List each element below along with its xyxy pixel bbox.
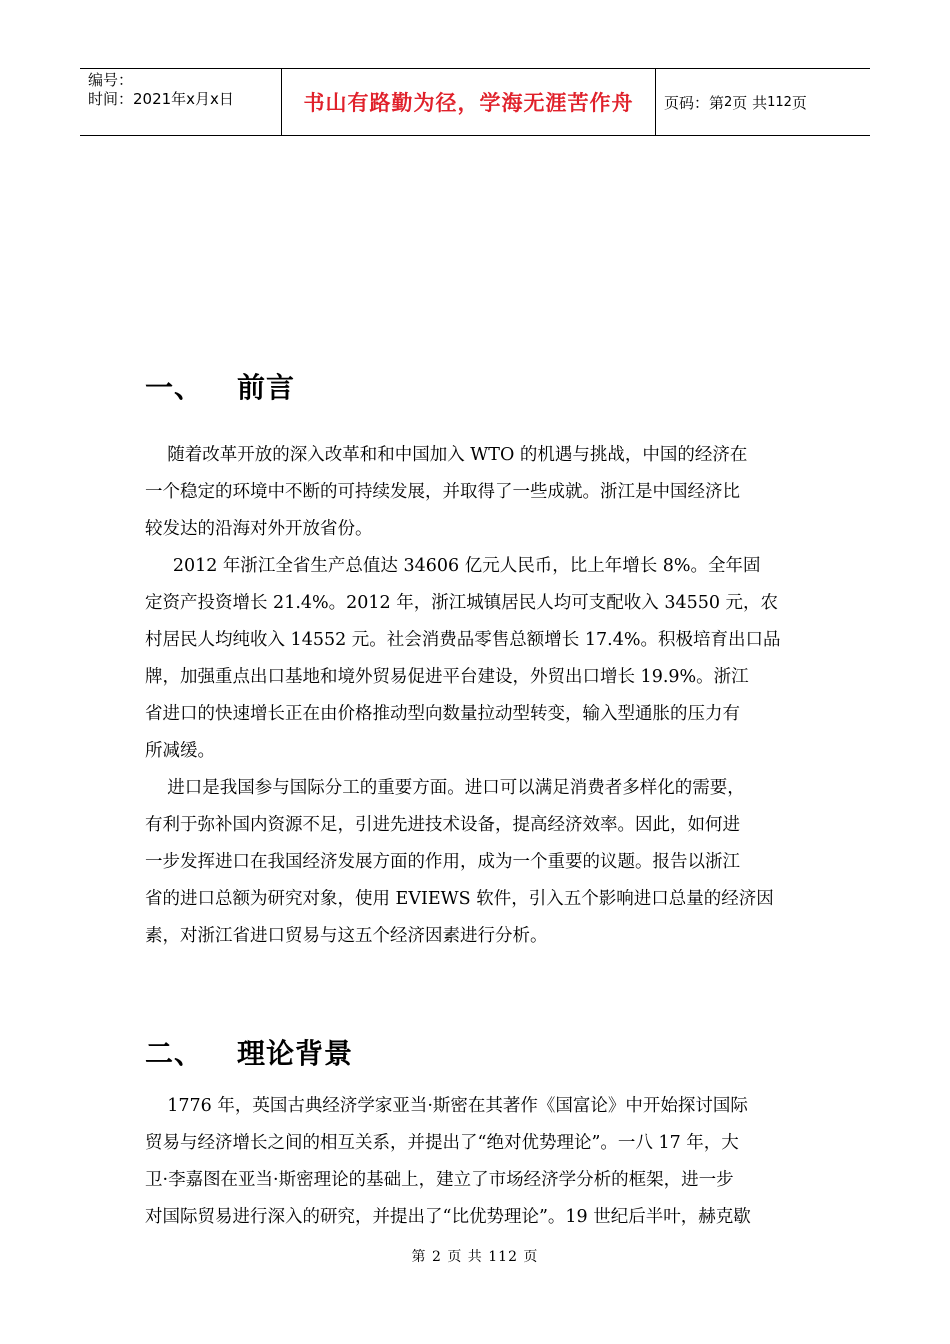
paragraph-line: 一个稳定的环境中不断的可持续发展，并取得了一些成就。浙江是中国经济比 xyxy=(145,482,740,502)
document-number-label: 编号： xyxy=(88,71,134,89)
page-label-suffix: 页 xyxy=(791,93,807,112)
header-page-info xyxy=(656,69,870,135)
paragraph-intro-2 xyxy=(145,548,810,770)
section-title: 前言 xyxy=(237,371,296,404)
page-total-number: 112 xyxy=(767,94,792,110)
section-title: 理论背景 xyxy=(237,1037,354,1070)
section-heading-theory xyxy=(145,1032,353,1072)
paragraph-line: 所减缓。 xyxy=(145,741,215,761)
paragraph-theory-1 xyxy=(145,1088,810,1236)
section-number: 二、 xyxy=(145,1037,204,1070)
paragraph-line: 1776 年，英国古典经济学家亚当·斯密在其著作《国富论》中开始探讨国际 xyxy=(145,1096,748,1116)
paragraph-line: 一步发挥进口在我国经济发展方面的作用，成为一个重要的议题。报告以浙江 xyxy=(145,852,740,872)
section-number: 一、 xyxy=(145,371,204,404)
paragraph-line: 省进口的快速增长正在由价格推动型向数量拉动型转变，输入型通胀的压力有 xyxy=(145,704,740,724)
paragraph-intro-1 xyxy=(145,437,810,548)
paragraph-line: 村居民人均纯收入 14552 元。社会消费品零售总额增长 17.4%。积极培育出口品 xyxy=(145,630,781,650)
header-meta xyxy=(80,69,282,135)
paragraph-line: 有利于弥补国内资源不足，引进先进技术设备，提高经济效率。因此，如何进 xyxy=(145,815,740,835)
paragraph-line: 牌，加强重点出口基地和境外贸易促进平台建设，外贸出口增长 19.9%。浙江 xyxy=(145,667,749,687)
paragraph-line: 2012 年浙江全省生产总值达 34606 亿元人民币，比上年增长 8%。全年固 xyxy=(145,556,761,576)
paragraph-line: 对国际贸易进行深入的研究，并提出了“比优势理论”。19 世纪后半叶，赫克歇 xyxy=(145,1207,751,1227)
paragraph-line: 随着改革开放的深入改革和和中国加入 WTO 的机遇与挑战，中国的经济在 xyxy=(145,445,748,465)
paragraph-line: 卫·李嘉图在亚当·斯密理论的基础上，建立了市场经济学分析的框架，进一步 xyxy=(145,1170,734,1190)
paragraph-line: 较发达的沿海对外开放省份。 xyxy=(145,519,373,539)
section-heading-preface xyxy=(145,366,295,406)
paragraph-line: 定资产投资增长 21.4%。2012 年，浙江城镇居民人均可支配收入 34550 元，农 xyxy=(145,593,779,613)
paragraph-line: 素，对浙江省进口贸易与这五个经济因素进行分析。 xyxy=(145,926,548,946)
document-time-label: 时间：2021年x月x日 xyxy=(88,90,234,108)
header-motto: 书山有路勤为径，学海无涯苦作舟 xyxy=(282,69,656,135)
paragraph-line: 省的进口总额为研究对象，使用 EVIEWS 软件，引入五个影响进口总量的经济因 xyxy=(145,889,774,909)
page-label-prefix: 页码：第 xyxy=(664,93,725,112)
page-footer: 第 2 页 共 112 页 xyxy=(411,1249,539,1265)
paragraph-intro-3 xyxy=(145,770,810,955)
page-header xyxy=(80,68,870,136)
page-current-number: 2 xyxy=(724,94,733,110)
page-label-middle: 页 共 xyxy=(732,93,768,112)
paragraph-line: 贸易与经济增长之间的相互关系，并提出了“绝对优势理论”。一八 17 年，大 xyxy=(145,1133,739,1153)
paragraph-line: 进口是我国参与国际分工的重要方面。进口可以满足消费者多样化的需要， xyxy=(145,778,745,798)
